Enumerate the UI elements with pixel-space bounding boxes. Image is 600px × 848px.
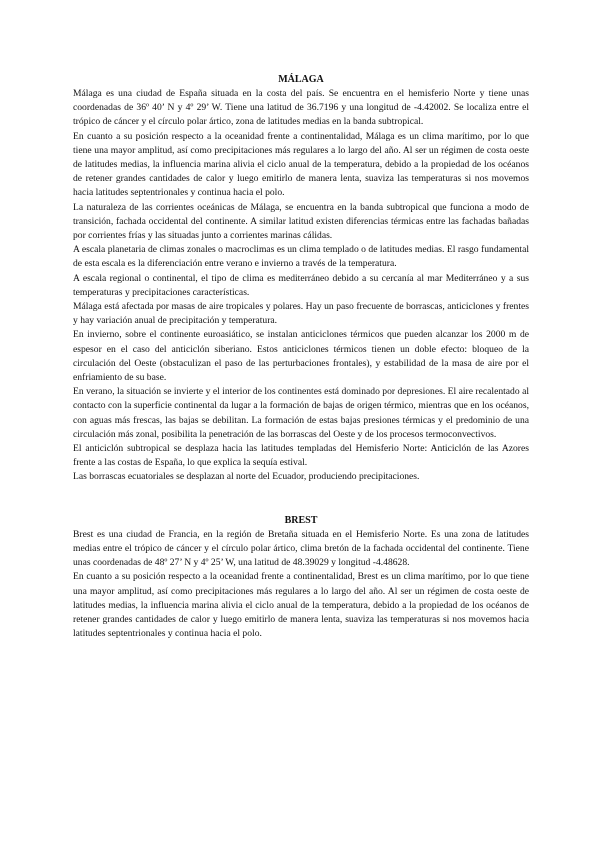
paragraph: Málaga está afectada por masas de aire tropicales y polares. Hay un paso frecuente de borrascas, anticiclones y frentes y hay variación anual de precipitación y temperatura. xyxy=(73,301,529,327)
document-page xyxy=(73,72,529,641)
paragraph: Málaga es una ciudad de España situada en la costa del país. Se encuentra en el hemisferio Norte y tiene unas coordenadas de 36º 40’ N y 4º 29’ W. Tiene una latitud de 36.7196 y una longitud de -4.42002. Se localiza entre el trópico de cáncer y el círculo polar ártico, zona de latitudes medias en la banda subtropical. xyxy=(73,88,529,128)
section-brest xyxy=(73,513,529,642)
paragraph: A escala planetaria de climas zonales o macroclimas es un clima templado o de latitudes medias. El rasgo fundamental de esta escala es la diferenciación entre verano e invierno a través de la temperatura. xyxy=(73,244,529,270)
paragraph: El anticiclón subtropical se desplaza hacia las latitudes templadas del Hemisferio Norte: Anticiclón de las Azores frente a las costas de España, lo que explica la sequía estival. xyxy=(73,443,529,469)
paragraph: En cuanto a su posición respecto a la oceanidad frente a continentalidad, Málaga es un clima marítimo, por lo que tiene una mayor amplitud, así como precipitaciones más regulares a lo largo del año. Al ser un régimen de costa oeste de latitudes medias, la influencia marina alivia el ciclo anual de la temperatura, debido a la propiedad de los océanos de retener grandes cantidades de calor y luego emitirlo de manera lenta, suaviza las temperaturas si nos movemos hacia latitudes septentrionales y continua hacia el polo. xyxy=(73,130,529,199)
paragraph: La naturaleza de las corrientes oceánicas de Málaga, se encuentra en la banda subtropical que funciona a modo de transición, fachada occidental del continente. A similar latitud existen diferencias térmicas entre las fachadas bañadas por corrientes frías y las situadas junto a corrientes marinas cálidas. xyxy=(73,201,529,242)
paragraph: A escala regional o continental, el tipo de clima es mediterráneo debido a su cercanía al mar Mediterráneo y a sus temperaturas y precipitaciones características. xyxy=(73,272,529,298)
paragraph: Las borrascas ecuatoriales se desplazan al norte del Ecuador, produciendo precipitaciones. xyxy=(73,471,420,483)
paragraph: En verano, la situación se invierte y el interior de los continentes está dominado por depresiones. El aire recalentado al contacto con la superficie continental da lugar a la formación de bajas de origen térmico, mientras que en los océanos, con aguas más frescas, las bajas se debilitan. La formación de estas bajas presiones térmicas y el predominio de una circulación más zonal, posibilita la penetración de las borrascas del Oeste y de los procesos termoconvectivos. xyxy=(73,386,529,440)
paragraph: En invierno, sobre el continente euroasiático, se instalan anticiclones térmicos que pueden alcanzar los 2000 m de espesor en el caso del anticiclón siberiano. Estos anticiclones térmicos tienen un doble efecto: bloqueo de la circulación del Oeste (obstaculizan el paso de las perturbaciones frontales), y estabilidad de la masa de aire por el enfriamiento de su base. xyxy=(73,329,529,384)
paragraph: En cuanto a su posición respecto a la oceanidad frente a continentalidad, Brest es un clima marítimo, por lo que tiene una mayor amplitud, así como precipitaciones más regulares a lo largo del año. Al ser un régimen de costa oeste de latitudes medias, la influencia marina alivia el ciclo anual de la temperatura, debido a la propiedad de los océanos de retener grandes cantidades de calor y luego emitirlo de manera lenta, suaviza las temperaturas si nos movemos hacia latitudes septentrionales y continua hacia el polo. xyxy=(73,571,529,640)
paragraph: Brest es una ciudad de Francia, en la región de Bretaña situada en el Hemisferio Norte. Es una zona de latitudes medias entre el trópico de cáncer y el círculo polar ártico, clima bretón de la fachada occidental del continente. Tiene unas coordenadas de 48º 27’ N y 4º 25’ W, una latitud de 48.39029 y longitud -4.48628. xyxy=(73,528,529,569)
section-spacer xyxy=(73,485,529,513)
section-malaga xyxy=(73,72,529,485)
section-title: MÁLAGA xyxy=(278,74,324,85)
section-title: BREST xyxy=(284,514,318,526)
